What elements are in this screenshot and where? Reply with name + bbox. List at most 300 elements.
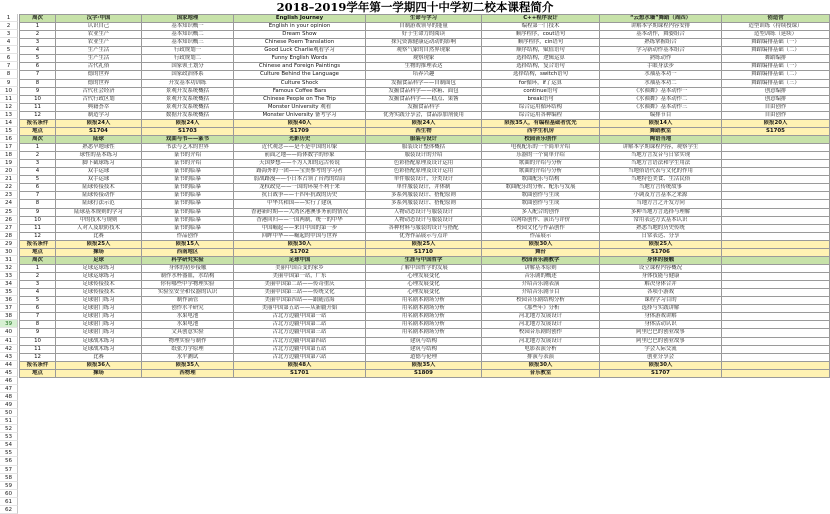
table-cell[interactable]: 足球运球练习 bbox=[56, 273, 142, 281]
empty-cell[interactable] bbox=[722, 289, 830, 297]
row-header[interactable]: 48 bbox=[0, 393, 18, 401]
table-cell[interactable]: 行政规划一 bbox=[142, 47, 234, 55]
table-cell[interactable]: 香港回归——一国两制，统一的中华 bbox=[234, 216, 366, 224]
empty-cell[interactable] bbox=[722, 216, 830, 224]
row-header[interactable]: 10 bbox=[0, 87, 18, 95]
table-cell[interactable]: 实验室安全和仪器的认识 bbox=[142, 289, 234, 297]
table-cell[interactable]: 心理发展变化 bbox=[366, 289, 482, 297]
table-cell[interactable]: 足球传接技术 bbox=[56, 289, 142, 297]
table-cell[interactable]: 球性的基本练习 bbox=[56, 152, 142, 160]
table-cell[interactable]: 用名剧本剧场分析 bbox=[366, 297, 482, 305]
empty-cell[interactable] bbox=[722, 224, 830, 232]
table-cell[interactable]: 认识自己 bbox=[56, 23, 142, 31]
table-cell[interactable]: 8 bbox=[20, 200, 56, 208]
table-cell[interactable]: 足球传接技术 bbox=[56, 281, 142, 289]
empty-cell[interactable] bbox=[722, 144, 830, 152]
enrollment-cell[interactable]: 限报25人 bbox=[56, 240, 142, 248]
empty-cell[interactable] bbox=[722, 281, 830, 289]
location-cell[interactable]: 地点 bbox=[20, 369, 56, 377]
enrollment-cell[interactable]: 限报36人 bbox=[56, 361, 142, 369]
row-header[interactable]: 23 bbox=[0, 191, 18, 199]
table-cell[interactable]: 10 bbox=[20, 95, 56, 103]
row-header[interactable]: 1 bbox=[0, 14, 18, 22]
column-header[interactable]: 足球中国 bbox=[234, 256, 366, 264]
empty-cell[interactable] bbox=[722, 369, 830, 377]
table-cell[interactable]: 古北方边疆中国第四站 bbox=[234, 337, 366, 345]
row-header[interactable]: 12 bbox=[0, 103, 18, 111]
table-cell[interactable]: 2 bbox=[20, 31, 56, 39]
table-cell[interactable]: 水果电池 bbox=[142, 321, 234, 329]
empty-cell[interactable] bbox=[722, 200, 830, 208]
table-cell[interactable]: 篆书的介绍 bbox=[142, 160, 234, 168]
row-header[interactable]: 7 bbox=[0, 62, 18, 70]
table-cell[interactable]: 歌曲的介绍与分析 bbox=[482, 160, 600, 168]
table-cell[interactable]: 身体技能与健康 bbox=[600, 273, 722, 281]
table-cell[interactable]: 景观开发系统概括 bbox=[142, 95, 234, 103]
empty-cell[interactable] bbox=[722, 297, 830, 305]
row-header[interactable]: 14 bbox=[0, 119, 18, 127]
table-cell[interactable]: 优秀实践分享会，食品添加剂使用 bbox=[366, 111, 482, 119]
location-cell[interactable]: S1705 bbox=[722, 127, 830, 135]
table-cell[interactable]: 综合运用循环结构 bbox=[482, 103, 600, 111]
table-cell[interactable]: 顺序程序，cout语句 bbox=[482, 31, 600, 39]
table-cell[interactable]: 7 bbox=[20, 71, 56, 79]
table-cell[interactable]: 美丽中国第二站——传奇重庆 bbox=[234, 281, 366, 289]
table-cell[interactable]: 探究资源健康运动动的影响 bbox=[366, 39, 482, 47]
table-cell[interactable]: Chinese and Foreign Paintings bbox=[234, 63, 366, 71]
table-cell[interactable]: 德的世界 bbox=[56, 79, 142, 87]
table-cell[interactable]: 香港新时期——大湾区港澳事务前的情况 bbox=[234, 208, 366, 216]
table-cell[interactable]: 德的世界 bbox=[56, 71, 142, 79]
table-cell[interactable]: 古北方边疆中国第二站 bbox=[234, 321, 366, 329]
table-cell[interactable]: 陆球传接动作 bbox=[56, 192, 142, 200]
row-header[interactable]: 18 bbox=[0, 151, 18, 159]
table-cell[interactable]: 身体游戏讲解 bbox=[600, 313, 722, 321]
enrollment-cell[interactable]: 限报35人，有编程基础者优先 bbox=[482, 119, 600, 127]
table-cell[interactable]: 人物动态设计与服装设计 bbox=[366, 216, 482, 224]
table-cell[interactable]: 3 bbox=[20, 160, 56, 168]
table-cell[interactable]: 足球射门练习 bbox=[56, 305, 142, 313]
table-cell[interactable]: 美丽中国第三站——传统文化 bbox=[234, 289, 366, 297]
empty-cell[interactable] bbox=[722, 321, 830, 329]
table-cell[interactable]: 设立课程内容概况 bbox=[600, 264, 722, 272]
location-cell[interactable]: S1703 bbox=[142, 127, 234, 135]
table-cell[interactable]: 日常表达、分享 bbox=[600, 232, 722, 240]
column-header[interactable]: 校园音乐剧教学 bbox=[482, 256, 600, 264]
table-cell[interactable]: 当地俗语代表与文化的作用 bbox=[600, 168, 722, 176]
table-cell[interactable]: 足球射门练习 bbox=[56, 313, 142, 321]
table-cell[interactable]: 水袖基本功二 bbox=[600, 79, 722, 87]
row-header[interactable]: 35 bbox=[0, 288, 18, 296]
table-cell[interactable]: 4 bbox=[20, 289, 56, 297]
enrollment-cell[interactable]: 限报40人 bbox=[234, 119, 366, 127]
table-cell[interactable]: 人物动态设计与服装设计 bbox=[366, 208, 482, 216]
table-cell[interactable]: Funny English Words bbox=[234, 55, 366, 63]
row-header[interactable]: 57 bbox=[0, 466, 18, 474]
table-cell[interactable]: 5 bbox=[20, 297, 56, 305]
table-cell[interactable]: 校园音乐剧结构分析 bbox=[482, 297, 600, 305]
table-cell[interactable]: 单件服装设计，分类设计 bbox=[366, 176, 482, 184]
table-cell[interactable]: 龙权政党——一国的环境不利于来 bbox=[234, 184, 366, 192]
column-header[interactable]: 陶语当地 bbox=[600, 135, 722, 143]
location-cell[interactable]: 舞蹈教室 bbox=[600, 127, 722, 135]
table-cell[interactable]: English in your opinion bbox=[234, 23, 366, 31]
table-cell[interactable]: 单件服装设计，并体制 bbox=[366, 184, 482, 192]
table-cell[interactable]: 古北方边疆中国第一站 bbox=[234, 313, 366, 321]
table-cell[interactable]: 5 bbox=[20, 176, 56, 184]
table-cell[interactable]: 歌曲的介绍与分析 bbox=[482, 168, 600, 176]
table-cell[interactable]: 12 bbox=[20, 232, 56, 240]
table-cell[interactable]: 10 bbox=[20, 216, 56, 224]
enrollment-cell[interactable]: 限报30人 bbox=[482, 240, 600, 248]
table-cell[interactable]: 顺序程序，cin语句 bbox=[482, 39, 600, 47]
row-header[interactable]: 27 bbox=[0, 224, 18, 232]
table-cell[interactable]: 路海外的一团——宝贵参考的学习者 bbox=[234, 168, 366, 176]
table-cell[interactable]: 学习新动作基本组合 bbox=[600, 47, 722, 55]
column-header[interactable]: 生命与学习 bbox=[366, 15, 482, 23]
row-header[interactable]: 52 bbox=[0, 425, 18, 433]
table-cell[interactable]: 美丽中国第四站——跟随清海 bbox=[234, 297, 366, 305]
table-cell[interactable]: 熟悉当地的历史传统 bbox=[600, 224, 722, 232]
row-header[interactable]: 51 bbox=[0, 417, 18, 425]
table-cell[interactable]: 作品创作 bbox=[142, 232, 234, 240]
table-cell[interactable]: 比赛 bbox=[56, 353, 142, 361]
row-header[interactable]: 33 bbox=[0, 272, 18, 280]
enrollment-cell[interactable]: 限报24人 bbox=[142, 119, 234, 127]
table-cell[interactable]: 发掘食品科学——冰箱、面包 bbox=[366, 87, 482, 95]
row-header[interactable]: 5 bbox=[0, 46, 18, 54]
table-cell[interactable]: for循环，if了运算 bbox=[482, 79, 600, 87]
table-cell[interactable]: 天国梦想——不为人知的远古传说 bbox=[234, 160, 366, 168]
table-cell[interactable]: 舞蹈编排基础（二） bbox=[722, 47, 830, 55]
table-cell[interactable]: 音乐剧的概述 bbox=[482, 273, 600, 281]
location-cell[interactable]: S1710 bbox=[366, 248, 482, 256]
table-cell[interactable]: 发掘食品科学——糕点、果酱 bbox=[366, 95, 482, 103]
table-cell[interactable]: 足球战术练习 bbox=[56, 345, 142, 353]
empty-cell[interactable] bbox=[722, 337, 830, 345]
table-cell[interactable]: 河北地方发展设计 bbox=[482, 337, 600, 345]
table-cell[interactable]: 古北方边疆中国第六站 bbox=[234, 353, 366, 361]
location-cell[interactable]: S1709 bbox=[234, 127, 366, 135]
table-cell[interactable]: 古代礼俗 bbox=[56, 63, 142, 71]
table-cell[interactable]: 7 bbox=[20, 192, 56, 200]
table-cell[interactable]: 前面之地——简体数字的形象 bbox=[234, 152, 366, 160]
table-cell[interactable]: 篆书的临摹 bbox=[142, 176, 234, 184]
table-cell[interactable]: 小调及方言基本之来源 bbox=[600, 192, 722, 200]
row-header[interactable]: 3 bbox=[0, 30, 18, 38]
table-cell[interactable]: 色彩搭配原理及设计运用 bbox=[366, 168, 482, 176]
table-cell[interactable]: 发掘食品科学——自制面包 bbox=[366, 79, 482, 87]
table-cell[interactable]: 中国崛起——来自中国的第一步 bbox=[234, 224, 366, 232]
row-header[interactable]: 21 bbox=[0, 175, 18, 183]
row-header[interactable]: 28 bbox=[0, 232, 18, 240]
table-cell[interactable]: 篆书的临摹 bbox=[142, 200, 234, 208]
table-cell[interactable]: 歌曲创作与生成 bbox=[482, 200, 600, 208]
row-header[interactable]: 38 bbox=[0, 312, 18, 320]
table-cell[interactable]: 回眸中华——崛起的中国与世界 bbox=[234, 232, 366, 240]
table-cell[interactable]: 农业生产 bbox=[56, 31, 142, 39]
table-cell[interactable]: 道德与伦理 bbox=[366, 353, 482, 361]
table-cell[interactable]: 选择与实践讲解 bbox=[600, 305, 722, 313]
row-header[interactable]: 44 bbox=[0, 361, 18, 369]
table-cell[interactable]: 服装设计整体概括 bbox=[366, 144, 482, 152]
table-cell[interactable]: 生产生活 bbox=[56, 55, 142, 63]
table-cell[interactable]: 9 bbox=[20, 329, 56, 337]
table-cell[interactable]: 阿里巴巴的创业故事 bbox=[600, 329, 722, 337]
table-cell[interactable]: 6 bbox=[20, 305, 56, 313]
column-header[interactable]: 校园音乐创作 bbox=[482, 135, 600, 143]
row-header[interactable]: 22 bbox=[0, 183, 18, 191]
row-header[interactable]: 36 bbox=[0, 296, 18, 304]
table-cell[interactable]: 足球射门练习 bbox=[56, 297, 142, 305]
table-cell[interactable]: 用名剧本剧场分析 bbox=[366, 329, 482, 337]
row-header[interactable]: 42 bbox=[0, 345, 18, 353]
table-cell[interactable]: 12 bbox=[20, 353, 56, 361]
table-cell[interactable]: 6 bbox=[20, 184, 56, 192]
table-cell[interactable]: 足球射门练习 bbox=[56, 329, 142, 337]
table-cell[interactable]: 美丽中国第一站，广东 bbox=[234, 273, 366, 281]
table-cell[interactable]: 景观开发系统概括 bbox=[142, 103, 234, 111]
table-cell[interactable]: 观察现象 bbox=[366, 55, 482, 63]
table-cell[interactable]: 数据开发系统概括 bbox=[142, 111, 234, 119]
empty-cell[interactable] bbox=[722, 313, 830, 321]
table-cell[interactable]: 综合运用各种编程 bbox=[482, 111, 600, 119]
table-cell[interactable]: 舞蹈编排 bbox=[722, 55, 830, 63]
table-cell[interactable]: 顺序结构，赋值语句 bbox=[482, 47, 600, 55]
table-cell[interactable]: 篆书的临摹 bbox=[142, 192, 234, 200]
enrollment-cell[interactable]: 限报14人 bbox=[600, 119, 722, 127]
table-cell[interactable]: 多种当地方言选择与理解 bbox=[600, 208, 722, 216]
table-cell[interactable]: 基本知识概二 bbox=[142, 31, 234, 39]
location-cell[interactable]: 西生物 bbox=[366, 127, 482, 135]
table-cell[interactable]: 物理实验与制作 bbox=[142, 337, 234, 345]
column-header[interactable]: C++程序设计 bbox=[482, 15, 600, 23]
table-cell[interactable]: 古代行政区划 bbox=[56, 95, 142, 103]
table-cell[interactable]: 9 bbox=[20, 208, 56, 216]
table-cell[interactable]: 弱战路漫——小日本占领了台湾的结局 bbox=[234, 176, 366, 184]
table-cell[interactable]: 陆球打法示范 bbox=[56, 200, 142, 208]
row-header[interactable]: 47 bbox=[0, 385, 18, 393]
table-cell[interactable]: 用名剧本剧场分析 bbox=[366, 321, 482, 329]
enrollment-cell[interactable]: 限报30人 bbox=[234, 240, 366, 248]
table-cell[interactable]: 选择结构，switch语句 bbox=[482, 71, 600, 79]
table-cell[interactable]: 介绍音乐剧节目 bbox=[482, 289, 600, 297]
table-cell[interactable]: 陆球传接技术 bbox=[56, 184, 142, 192]
table-cell[interactable]: 11 bbox=[20, 224, 56, 232]
column-header[interactable]: 服装与设计 bbox=[366, 135, 482, 143]
enrollment-cell[interactable]: 限报20人 bbox=[722, 119, 830, 127]
enrollment-cell[interactable]: 限报15人 bbox=[142, 240, 234, 248]
table-cell[interactable]: 当地方言发音与日常实现 bbox=[600, 152, 722, 160]
table-cell[interactable]: 1 bbox=[20, 264, 56, 272]
table-cell[interactable]: 足球战术练习 bbox=[56, 337, 142, 345]
enrollment-cell[interactable]: 报名条件 bbox=[20, 361, 56, 369]
table-cell[interactable]: 学会人际交流 bbox=[600, 345, 722, 353]
table-cell[interactable]: 造型训练（持续授课） bbox=[722, 23, 830, 31]
table-cell[interactable]: 纸张力学原理 bbox=[142, 345, 234, 353]
table-cell[interactable]: 书法与艺术的世界 bbox=[142, 144, 234, 152]
row-header[interactable]: 26 bbox=[0, 216, 18, 224]
table-cell[interactable]: 生产生活 bbox=[56, 47, 142, 55]
table-cell[interactable]: 1 bbox=[20, 23, 56, 31]
table-cell[interactable]: 身体的初步接触 bbox=[142, 264, 234, 272]
row-header[interactable]: 25 bbox=[0, 208, 18, 216]
table-cell[interactable]: 制作水杯器皿，水结构 bbox=[142, 273, 234, 281]
table-cell[interactable]: 身体活动认识 bbox=[600, 321, 722, 329]
empty-cell[interactable] bbox=[722, 273, 830, 281]
enrollment-cell[interactable]: 限报35人 bbox=[142, 361, 234, 369]
location-cell[interactable]: S1707 bbox=[600, 369, 722, 377]
column-header[interactable]: 周次 bbox=[20, 135, 56, 143]
table-cell[interactable]: 基本知识概一 bbox=[142, 23, 234, 31]
table-cell[interactable]: 人对人及联防技术 bbox=[56, 224, 142, 232]
table-cell[interactable]: 古代社会经济 bbox=[56, 87, 142, 95]
empty-cell[interactable] bbox=[722, 152, 830, 160]
row-header[interactable]: 9 bbox=[0, 79, 18, 87]
column-header[interactable]: 足球 bbox=[56, 256, 142, 264]
row-header[interactable]: 46 bbox=[0, 377, 18, 385]
enrollment-cell[interactable]: 限报30人 bbox=[482, 361, 600, 369]
location-cell[interactable]: S1701 bbox=[234, 369, 366, 377]
table-cell[interactable]: 足球射门练习 bbox=[56, 321, 142, 329]
column-header[interactable]: 国家地理 bbox=[142, 15, 234, 23]
table-cell[interactable]: Famous Coffee Bars bbox=[234, 87, 366, 95]
table-cell[interactable]: 舞蹈编排基础（三） bbox=[722, 79, 830, 87]
table-cell[interactable]: 11 bbox=[20, 345, 56, 353]
table-cell[interactable]: 制造学习 bbox=[56, 111, 142, 119]
table-cell[interactable]: 自由创作 bbox=[722, 103, 830, 111]
table-cell[interactable]: 3 bbox=[20, 39, 56, 47]
table-cell[interactable]: 当地特色美食、生活民俗 bbox=[600, 176, 722, 184]
table-cell[interactable]: 电视配乐的一个简单介绍 bbox=[482, 144, 600, 152]
table-cell[interactable]: 你有哪些中学物理实验 bbox=[142, 281, 234, 289]
row-header[interactable]: 13 bbox=[0, 111, 18, 119]
row-header[interactable]: 31 bbox=[0, 256, 18, 264]
column-header[interactable]: 光影历史 bbox=[234, 135, 366, 143]
table-cell[interactable]: 好于生命力的阅读 bbox=[366, 31, 482, 39]
table-cell[interactable]: 4 bbox=[20, 47, 56, 55]
table-cell[interactable]: 《水袖舞》基本动作二 bbox=[600, 95, 722, 103]
table-cell[interactable]: 8 bbox=[20, 79, 56, 87]
table-cell[interactable]: 水袖基本功一 bbox=[600, 71, 722, 79]
table-cell[interactable]: 古北方边疆中国第五站 bbox=[234, 345, 366, 353]
table-cell[interactable]: 篆书的临摹 bbox=[142, 208, 234, 216]
row-header[interactable]: 60 bbox=[0, 490, 18, 498]
table-cell[interactable]: 美丽中国第五站——从新疆开始 bbox=[234, 305, 366, 313]
table-cell[interactable]: 电影表演分析 bbox=[482, 345, 600, 353]
table-cell[interactable]: 心理发展变化 bbox=[366, 281, 482, 289]
table-cell[interactable]: 歌曲配乐与结构 bbox=[482, 176, 600, 184]
table-cell[interactable]: Monster University 备考学习 bbox=[234, 111, 366, 119]
location-cell[interactable]: 音乐教室 bbox=[482, 369, 600, 377]
enrollment-cell[interactable]: 限报48人 bbox=[234, 361, 366, 369]
row-header[interactable]: 34 bbox=[0, 280, 18, 288]
row-header[interactable]: 37 bbox=[0, 304, 18, 312]
table-cell[interactable]: 优秀作品展示与点评 bbox=[366, 232, 482, 240]
row-header[interactable]: 53 bbox=[0, 433, 18, 441]
table-cell[interactable]: 舞蹈编排基础（一） bbox=[722, 63, 830, 71]
table-cell[interactable]: 造型训练（延续） bbox=[722, 31, 830, 39]
table-cell[interactable]: 排演与表演 bbox=[482, 353, 600, 361]
table-cell[interactable]: 6 bbox=[20, 63, 56, 71]
table-cell[interactable]: 国家领土划分 bbox=[142, 63, 234, 71]
table-cell[interactable]: 熟悉旱地球性 bbox=[56, 144, 142, 152]
empty-cell[interactable] bbox=[722, 184, 830, 192]
row-header[interactable]: 40 bbox=[0, 328, 18, 336]
empty-cell[interactable] bbox=[722, 176, 830, 184]
column-header[interactable]: 周次 bbox=[20, 15, 56, 23]
table-cell[interactable]: 熟练动作 bbox=[600, 55, 722, 63]
table-cell[interactable]: 校园音乐剧的创作 bbox=[482, 329, 600, 337]
table-cell[interactable]: 《水袖舞》基本动作一 bbox=[600, 87, 722, 95]
table-cell[interactable]: 2 bbox=[20, 152, 56, 160]
table-cell[interactable]: 当地方言传统故事 bbox=[600, 184, 722, 192]
empty-cell[interactable] bbox=[722, 160, 830, 168]
location-cell[interactable]: 西南地区 bbox=[142, 248, 234, 256]
table-cell[interactable]: 1 bbox=[20, 144, 56, 152]
table-cell[interactable]: 创意编排 bbox=[722, 95, 830, 103]
table-cell[interactable]: 熟练掌握组合 bbox=[600, 39, 722, 47]
empty-cell[interactable] bbox=[722, 329, 830, 337]
row-header[interactable]: 56 bbox=[0, 457, 18, 465]
table-cell[interactable]: 常用表达方式基本认识 bbox=[600, 216, 722, 224]
table-cell[interactable]: 抗日战争——十四年抗战的历史 bbox=[234, 192, 366, 200]
row-header[interactable]: 8 bbox=[0, 70, 18, 78]
row-header[interactable]: 16 bbox=[0, 135, 18, 143]
location-cell[interactable]: 地点 bbox=[20, 127, 56, 135]
row-header[interactable]: 59 bbox=[0, 482, 18, 490]
table-cell[interactable]: 歌曲创作与生成 bbox=[482, 192, 600, 200]
row-header[interactable]: 29 bbox=[0, 240, 18, 248]
empty-cell[interactable] bbox=[722, 232, 830, 240]
table-cell[interactable]: 课程学习目的 bbox=[600, 297, 722, 305]
table-cell[interactable]: 5 bbox=[20, 55, 56, 63]
table-cell[interactable]: 8 bbox=[20, 321, 56, 329]
table-cell[interactable]: 讲解基本原则 bbox=[482, 264, 600, 272]
empty-cell[interactable] bbox=[722, 192, 830, 200]
table-cell[interactable]: 自由创作 bbox=[722, 111, 830, 119]
empty-cell[interactable] bbox=[722, 353, 830, 361]
row-header[interactable]: 39 bbox=[0, 320, 18, 328]
table-cell[interactable]: 制作滴管 bbox=[142, 297, 234, 305]
table-cell[interactable]: 多系列服装设计、搭配原则 bbox=[366, 200, 482, 208]
location-cell[interactable]: S1702 bbox=[234, 248, 366, 256]
location-cell[interactable]: S1706 bbox=[600, 248, 722, 256]
table-cell[interactable]: 校园文化与作品创作 bbox=[482, 224, 600, 232]
table-cell[interactable]: 10 bbox=[20, 337, 56, 345]
row-header[interactable]: 54 bbox=[0, 441, 18, 449]
table-cell[interactable]: 服装设计的介绍 bbox=[366, 152, 482, 160]
table-cell[interactable]: 河北地方发展设计 bbox=[482, 313, 600, 321]
table-cell[interactable]: 12 bbox=[20, 111, 56, 119]
table-cell[interactable]: 培养兴趣 bbox=[366, 71, 482, 79]
table-cell[interactable]: 行政规划二 bbox=[142, 55, 234, 63]
row-header[interactable]: 4 bbox=[0, 38, 18, 46]
table-cell[interactable]: Monster University 观看 bbox=[234, 103, 366, 111]
table-cell[interactable]: 观察气象的自然界现象 bbox=[366, 47, 482, 55]
table-cell[interactable]: 景观开发系统概括 bbox=[142, 87, 234, 95]
column-header[interactable]: 戏曲与书——篆书 bbox=[142, 135, 234, 143]
row-header[interactable]: 24 bbox=[0, 199, 18, 207]
table-cell[interactable]: 创意编排 bbox=[722, 87, 830, 95]
table-cell[interactable]: break语句 bbox=[482, 95, 600, 103]
table-cell[interactable]: 各种材料与服装的设计与搭配 bbox=[366, 224, 482, 232]
table-cell[interactable]: 各项小游戏 bbox=[600, 289, 722, 297]
table-cell[interactable]: 歌曲配乐的分析、配乐与发展 bbox=[482, 184, 600, 192]
table-cell[interactable]: 基本知识概三 bbox=[142, 39, 234, 47]
row-header[interactable]: 50 bbox=[0, 409, 18, 417]
table-cell[interactable]: 舞蹈编排基础（一） bbox=[722, 39, 830, 47]
